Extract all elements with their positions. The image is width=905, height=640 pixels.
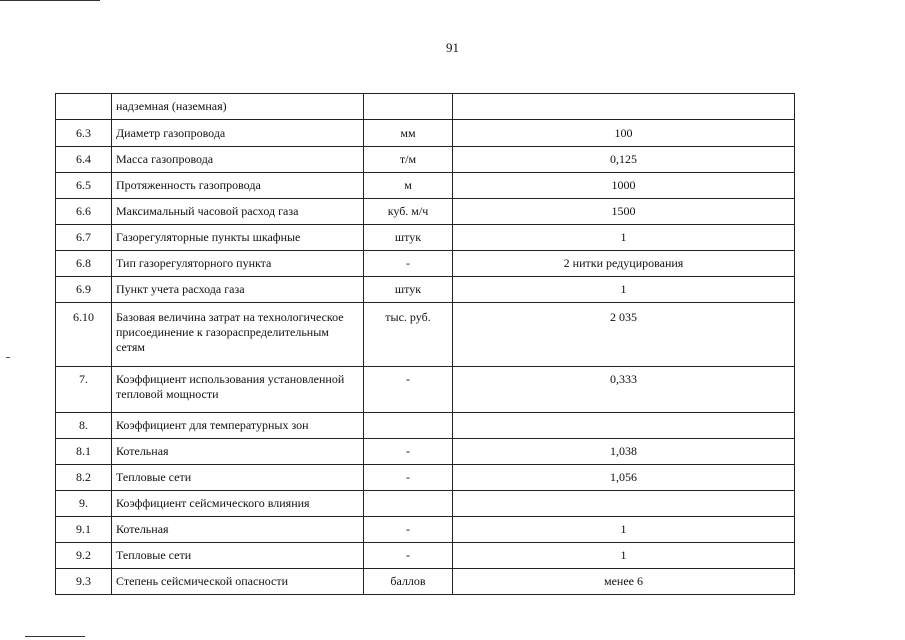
table-row <box>56 491 795 517</box>
row-number: 8.1 <box>56 439 112 465</box>
row-unit: штук <box>364 277 453 303</box>
row-name: Газорегуляторные пункты шкафные <box>112 225 364 251</box>
row-name: Максимальный часовой расход газа <box>112 199 364 225</box>
row-unit <box>364 491 453 517</box>
row-number: 8. <box>56 413 112 439</box>
table-row <box>56 225 795 251</box>
table-row <box>56 94 795 120</box>
row-unit: куб. м/ч <box>364 199 453 225</box>
row-value: 1 <box>453 517 795 543</box>
row-unit: баллов <box>364 569 453 595</box>
row-unit: т/м <box>364 147 453 173</box>
row-value <box>453 491 795 517</box>
row-name: Коэффициент использования установленной тепловой мощности <box>112 367 364 413</box>
table-row <box>56 277 795 303</box>
row-name: Пункт учета расхода газа <box>112 277 364 303</box>
table-row <box>56 367 795 413</box>
table-row <box>56 251 795 277</box>
row-value: 100 <box>453 120 795 147</box>
row-value: 1500 <box>453 199 795 225</box>
table-row <box>56 173 795 199</box>
table-row <box>56 120 795 147</box>
row-name: Масса газопровода <box>112 147 364 173</box>
row-unit: - <box>364 465 453 491</box>
row-number: 6.3 <box>56 120 112 147</box>
parameters-table <box>55 93 795 595</box>
row-unit <box>364 94 453 120</box>
row-value: 2 нитки редуцирования <box>453 251 795 277</box>
row-name: Коэффициент сейсмического влияния <box>112 491 364 517</box>
row-value: 2 035 <box>453 303 795 367</box>
row-name: Диаметр газопровода <box>112 120 364 147</box>
row-unit: мм <box>364 120 453 147</box>
table-row <box>56 439 795 465</box>
table-row <box>56 199 795 225</box>
table-row <box>56 413 795 439</box>
row-value: 1,056 <box>453 465 795 491</box>
row-name: Котельная <box>112 517 364 543</box>
table-row <box>56 543 795 569</box>
row-unit <box>364 413 453 439</box>
row-number: 8.2 <box>56 465 112 491</box>
row-unit: тыс. руб. <box>364 303 453 367</box>
row-number <box>56 94 112 120</box>
row-value: 1 <box>453 225 795 251</box>
row-name: Тип газорегуляторного пункта <box>112 251 364 277</box>
row-number: 6.4 <box>56 147 112 173</box>
row-unit: - <box>364 439 453 465</box>
row-number: 6.6 <box>56 199 112 225</box>
table-row <box>56 517 795 543</box>
row-unit: - <box>364 543 453 569</box>
row-value: 1000 <box>453 173 795 199</box>
table-row <box>56 465 795 491</box>
row-unit: штук <box>364 225 453 251</box>
page-number: 91 <box>446 40 459 55</box>
row-value: 1,038 <box>453 439 795 465</box>
scan-artifact-top-left <box>0 0 100 1</box>
row-number: 6.10 <box>56 303 112 367</box>
row-value: менее 6 <box>453 569 795 595</box>
row-value: 0,125 <box>453 147 795 173</box>
row-number: 6.5 <box>56 173 112 199</box>
row-number: 7. <box>56 367 112 413</box>
table-row <box>56 303 795 367</box>
scan-artifact-left-mark <box>6 357 10 358</box>
row-number: 9.3 <box>56 569 112 595</box>
row-value: 1 <box>453 543 795 569</box>
row-name: Протяженность газопровода <box>112 173 364 199</box>
row-name: Тепловые сети <box>112 543 364 569</box>
row-number: 6.9 <box>56 277 112 303</box>
row-name: Коэффициент для температурных зон <box>112 413 364 439</box>
row-name: Степень сейсмической опасности <box>112 569 364 595</box>
row-number: 9.2 <box>56 543 112 569</box>
row-number: 9. <box>56 491 112 517</box>
row-name: Тепловые сети <box>112 465 364 491</box>
row-unit: - <box>364 251 453 277</box>
row-name: Котельная <box>112 439 364 465</box>
table-row <box>56 147 795 173</box>
row-number: 6.7 <box>56 225 112 251</box>
row-number: 9.1 <box>56 517 112 543</box>
row-name: Базовая величина затрат на технологическое присоединение к газораспределительным сетям <box>112 303 364 367</box>
row-number: 6.8 <box>56 251 112 277</box>
row-unit: м <box>364 173 453 199</box>
row-value: 0,333 <box>453 367 795 413</box>
row-value <box>453 94 795 120</box>
scan-artifact-bottom-left <box>25 636 85 637</box>
table-row <box>56 569 795 595</box>
row-unit: - <box>364 517 453 543</box>
row-value <box>453 413 795 439</box>
row-unit: - <box>364 367 453 413</box>
row-name: надземная (наземная) <box>112 94 364 120</box>
row-value: 1 <box>453 277 795 303</box>
